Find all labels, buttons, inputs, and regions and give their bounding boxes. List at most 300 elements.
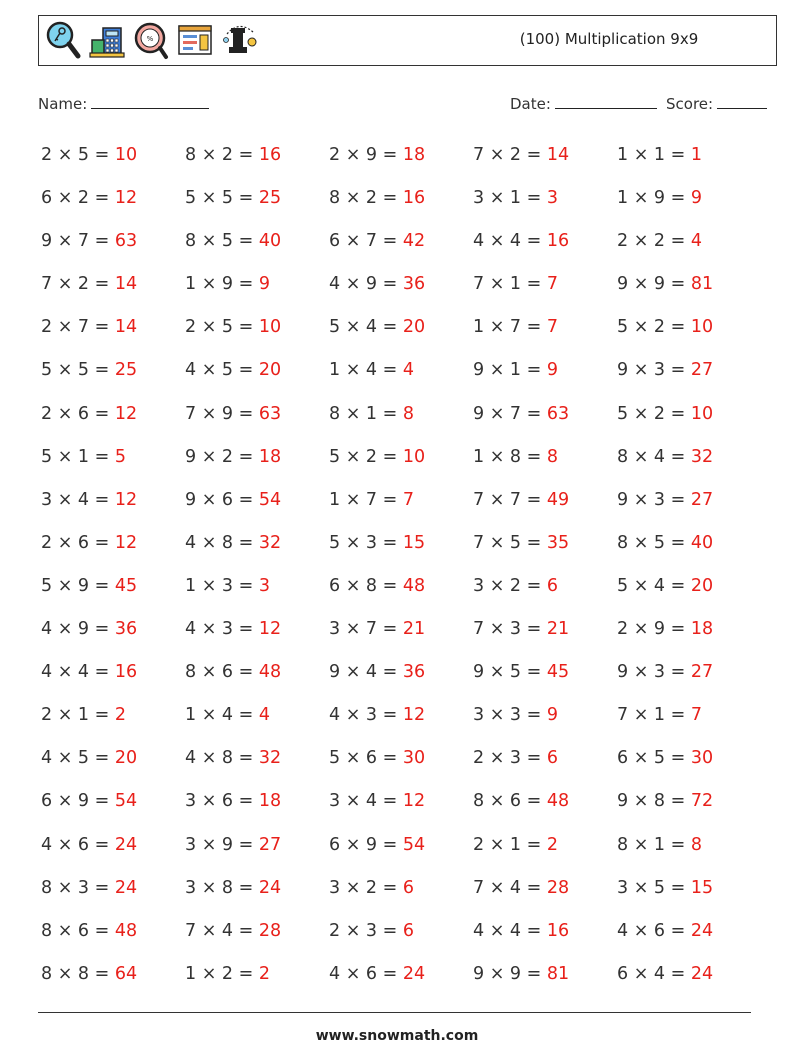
problem-expression: 5 × 5 =	[185, 188, 259, 209]
problem-expression: 5 × 5 =	[41, 360, 115, 381]
problem-item	[617, 745, 761, 788]
problem-expression: 9 × 1 =	[473, 360, 547, 381]
problem-item	[329, 875, 473, 918]
problem-answer: 54	[258, 489, 282, 510]
problem-answer: 20	[258, 360, 282, 381]
problem-item	[185, 616, 329, 659]
problem-expression: 3 × 4 =	[329, 791, 403, 812]
problem-answer: 48	[114, 920, 138, 941]
problem-expression: 8 × 2 =	[185, 145, 259, 165]
date-field[interactable]	[510, 94, 657, 113]
problem-row	[41, 228, 761, 271]
problem-expression: 8 × 3 =	[41, 877, 115, 898]
problem-answer: 32	[690, 446, 714, 467]
problem-row	[41, 401, 761, 444]
problem-answer: 6	[546, 748, 558, 769]
problem-expression: 2 × 6 =	[41, 532, 115, 553]
cash-register-icon	[89, 20, 125, 60]
problem-item	[329, 142, 473, 185]
problem-expression: 9 × 7 =	[41, 231, 115, 252]
problem-answer: 14	[114, 274, 138, 295]
problem-item	[41, 185, 185, 228]
problem-answer: 2	[546, 834, 558, 855]
problem-item	[329, 444, 473, 487]
problem-answer: 28	[258, 920, 282, 941]
problem-answer: 36	[402, 662, 426, 683]
problem-item	[41, 573, 185, 616]
problem-item	[41, 745, 185, 788]
problem-item	[473, 185, 617, 228]
problem-item	[473, 401, 617, 444]
score-label: Score:	[666, 95, 714, 113]
problem-row	[41, 616, 761, 659]
problem-item	[617, 487, 761, 530]
problem-answer: 12	[402, 791, 426, 812]
problem-expression: 2 × 5 =	[41, 145, 115, 165]
problem-expression: 3 × 8 =	[185, 877, 259, 898]
problem-answer: 1	[690, 145, 702, 165]
problem-expression: 8 × 6 =	[185, 662, 259, 683]
header-box	[38, 15, 777, 66]
problem-item	[41, 487, 185, 530]
problem-item	[185, 487, 329, 530]
problem-answer: 27	[258, 834, 282, 855]
problem-item	[185, 918, 329, 961]
problem-answer: 16	[546, 920, 570, 941]
problem-item	[41, 530, 185, 573]
problem-item	[617, 271, 761, 314]
problem-item	[473, 530, 617, 573]
problem-expression: 1 × 9 =	[617, 188, 691, 209]
name-field[interactable]	[38, 94, 209, 113]
problem-expression: 2 × 2 =	[617, 231, 691, 252]
problem-expression: 1 × 8 =	[473, 446, 547, 467]
problem-answer: 6	[402, 920, 414, 941]
problem-item	[473, 918, 617, 961]
problem-row	[41, 444, 761, 487]
problem-expression: 9 × 8 =	[617, 791, 691, 812]
problem-answer: 27	[690, 662, 714, 683]
problem-item	[473, 875, 617, 918]
magnifier-key-icon	[45, 20, 81, 60]
problem-item	[41, 788, 185, 831]
problem-answer: 24	[402, 963, 426, 984]
problem-expression: 8 × 5 =	[185, 231, 259, 252]
problem-answer: 24	[114, 834, 138, 855]
problem-row	[41, 271, 761, 314]
problem-answer: 25	[114, 360, 138, 381]
problem-expression: 1 × 7 =	[473, 317, 547, 338]
problem-item	[617, 788, 761, 831]
problem-answer: 35	[546, 532, 570, 553]
problem-item	[329, 702, 473, 745]
problem-row	[41, 832, 761, 875]
problem-item	[185, 702, 329, 745]
problem-answer: 81	[690, 274, 714, 295]
problem-expression: 8 × 6 =	[41, 920, 115, 941]
problem-expression: 2 × 5 =	[185, 317, 259, 338]
problem-answer: 27	[690, 489, 714, 510]
problem-item	[329, 961, 473, 1004]
problem-item	[473, 487, 617, 530]
problem-expression: 3 × 1 =	[473, 188, 547, 209]
problem-item	[185, 271, 329, 314]
problem-row	[41, 961, 761, 1004]
problem-expression: 1 × 1 =	[617, 145, 691, 165]
problem-item	[473, 659, 617, 702]
problem-row	[41, 659, 761, 702]
problem-answer: 12	[402, 705, 426, 726]
problem-answer: 6	[402, 877, 414, 898]
problem-expression: 9 × 9 =	[617, 274, 691, 295]
problem-answer: 18	[258, 791, 282, 812]
problem-item	[473, 616, 617, 659]
problem-expression: 1 × 3 =	[185, 575, 259, 596]
problem-answer: 63	[258, 403, 282, 424]
document-chart-icon	[177, 20, 213, 60]
problem-item	[617, 314, 761, 357]
problem-item	[185, 961, 329, 1004]
problem-expression: 5 × 2 =	[329, 446, 403, 467]
problem-item	[473, 961, 617, 1004]
problem-item	[41, 357, 185, 400]
problem-expression: 4 × 4 =	[41, 662, 115, 683]
problem-answer: 45	[114, 575, 138, 596]
problem-answer: 20	[690, 575, 714, 596]
problem-expression: 4 × 8 =	[185, 748, 259, 769]
problem-item	[617, 616, 761, 659]
problem-answer: 15	[690, 877, 714, 898]
problem-answer: 54	[402, 834, 426, 855]
problem-answer: 12	[114, 489, 138, 510]
problem-row	[41, 875, 761, 918]
problem-expression: 8 × 1 =	[329, 403, 403, 424]
problem-expression: 9 × 6 =	[185, 489, 259, 510]
problem-expression: 5 × 2 =	[617, 403, 691, 424]
problem-answer: 4	[690, 231, 702, 252]
problem-item	[41, 832, 185, 875]
problem-expression: 4 × 4 =	[473, 231, 547, 252]
problem-expression: 4 × 9 =	[41, 619, 115, 640]
problem-expression: 4 × 6 =	[41, 834, 115, 855]
problem-expression: 9 × 5 =	[473, 662, 547, 683]
problem-item	[185, 530, 329, 573]
problem-answer: 10	[402, 446, 426, 467]
problem-answer: 8	[546, 446, 558, 467]
problem-answer: 3	[258, 575, 270, 596]
problem-item	[329, 745, 473, 788]
problem-answer: 9	[690, 188, 702, 209]
problem-item	[617, 530, 761, 573]
problem-item	[617, 357, 761, 400]
problem-item	[473, 357, 617, 400]
problem-answer: 24	[690, 920, 714, 941]
problem-answer: 45	[546, 662, 570, 683]
problem-answer: 16	[114, 662, 138, 683]
problem-expression: 4 × 9 =	[329, 274, 403, 295]
problem-item	[473, 228, 617, 271]
problem-item	[41, 142, 185, 185]
problem-expression: 1 × 4 =	[185, 705, 259, 726]
problem-item	[329, 918, 473, 961]
problem-answer: 30	[690, 748, 714, 769]
problem-expression: 2 × 1 =	[473, 834, 547, 855]
problem-expression: 2 × 9 =	[617, 619, 691, 640]
problem-item	[617, 961, 761, 1004]
problem-item	[329, 573, 473, 616]
problem-answer: 27	[690, 360, 714, 381]
problem-item	[329, 271, 473, 314]
problem-answer: 7	[690, 705, 702, 726]
problem-item	[473, 788, 617, 831]
problem-expression: 9 × 3 =	[617, 360, 691, 381]
problem-item	[617, 702, 761, 745]
problem-answer: 4	[258, 705, 270, 726]
problem-expression: 7 × 2 =	[473, 145, 547, 165]
problem-item	[41, 918, 185, 961]
problem-answer: 14	[114, 317, 138, 338]
problem-expression: 7 × 2 =	[41, 274, 115, 295]
problem-expression: 2 × 1 =	[41, 705, 115, 726]
problem-expression: 5 × 6 =	[329, 748, 403, 769]
problem-item	[185, 142, 329, 185]
problem-expression: 5 × 1 =	[41, 446, 115, 467]
problem-answer: 7	[546, 317, 558, 338]
problem-answer: 48	[402, 575, 426, 596]
problem-item	[329, 788, 473, 831]
problem-answer: 48	[258, 662, 282, 683]
problem-item	[617, 185, 761, 228]
problem-answer: 3	[546, 188, 558, 209]
problem-expression: 6 × 5 =	[617, 748, 691, 769]
problem-answer: 32	[258, 532, 282, 553]
problem-answer: 12	[258, 619, 282, 640]
problem-expression: 5 × 4 =	[617, 575, 691, 596]
footer-divider	[38, 1012, 751, 1013]
problem-item	[617, 659, 761, 702]
problem-expression: 9 × 2 =	[185, 446, 259, 467]
problem-expression: 4 × 3 =	[185, 619, 259, 640]
date-label: Date:	[510, 95, 551, 113]
problem-expression: 2 × 9 =	[329, 145, 403, 165]
problem-answer: 4	[402, 360, 414, 381]
problem-item	[41, 875, 185, 918]
problem-expression: 1 × 7 =	[329, 489, 403, 510]
problem-answer: 63	[546, 403, 570, 424]
problem-item	[473, 314, 617, 357]
problem-item	[329, 659, 473, 702]
problem-expression: 3 × 3 =	[473, 705, 547, 726]
problem-expression: 4 × 8 =	[185, 532, 259, 553]
problem-expression: 6 × 2 =	[41, 188, 115, 209]
problem-item	[617, 401, 761, 444]
problem-expression: 8 × 1 =	[617, 834, 691, 855]
problem-answer: 42	[402, 231, 426, 252]
problem-answer: 28	[546, 877, 570, 898]
problem-expression: 7 × 9 =	[185, 403, 259, 424]
problem-item	[185, 185, 329, 228]
name-label: Name:	[38, 95, 88, 113]
problem-answer: 15	[402, 532, 426, 553]
problem-expression: 3 × 2 =	[329, 877, 403, 898]
problem-expression: 7 × 3 =	[473, 619, 547, 640]
problem-item	[329, 314, 473, 357]
problem-expression: 8 × 6 =	[473, 791, 547, 812]
problem-row	[41, 573, 761, 616]
problem-answer: 40	[258, 231, 282, 252]
problem-answer: 18	[258, 446, 282, 467]
problem-item	[185, 573, 329, 616]
problem-expression: 9 × 7 =	[473, 403, 547, 424]
problem-item	[473, 745, 617, 788]
problem-expression: 8 × 8 =	[41, 963, 115, 984]
problem-expression: 2 × 7 =	[41, 317, 115, 338]
problem-item	[329, 530, 473, 573]
problem-item	[41, 659, 185, 702]
problem-item	[41, 271, 185, 314]
problem-answer: 7	[546, 274, 558, 295]
problem-expression: 4 × 6 =	[329, 963, 403, 984]
problem-answer: 16	[258, 145, 282, 165]
problem-answer: 30	[402, 748, 426, 769]
problem-expression: 8 × 2 =	[329, 188, 403, 209]
problem-answer: 49	[546, 489, 570, 510]
problem-item	[617, 573, 761, 616]
problem-item	[473, 271, 617, 314]
problem-answer: 24	[258, 877, 282, 898]
problem-expression: 2 × 3 =	[473, 748, 547, 769]
problem-expression: 7 × 1 =	[473, 274, 547, 295]
problem-expression: 7 × 1 =	[617, 705, 691, 726]
problem-answer: 81	[546, 963, 570, 984]
svg-text:%: %	[146, 35, 154, 43]
problem-item	[473, 573, 617, 616]
name-line	[91, 94, 209, 109]
problem-expression: 4 × 3 =	[329, 705, 403, 726]
problem-row	[41, 314, 761, 357]
problem-expression: 7 × 7 =	[473, 489, 547, 510]
problem-answer: 10	[258, 317, 282, 338]
problem-answer: 16	[546, 231, 570, 252]
problem-expression: 6 × 9 =	[41, 791, 115, 812]
problem-expression: 1 × 4 =	[329, 360, 403, 381]
problem-item	[617, 875, 761, 918]
problem-item	[185, 875, 329, 918]
problem-answer: 32	[258, 748, 282, 769]
problem-answer: 48	[546, 791, 570, 812]
problem-item	[185, 745, 329, 788]
problem-item	[41, 961, 185, 1004]
problem-expression: 9 × 3 =	[617, 662, 691, 683]
problem-item	[185, 788, 329, 831]
problem-answer: 72	[690, 791, 714, 812]
problem-expression: 5 × 3 =	[329, 532, 403, 553]
problem-item	[617, 832, 761, 875]
problem-item	[617, 918, 761, 961]
problem-expression: 7 × 4 =	[185, 920, 259, 941]
problem-expression: 5 × 2 =	[617, 317, 691, 338]
problem-item	[329, 401, 473, 444]
problem-row	[41, 530, 761, 573]
problem-answer: 21	[546, 619, 570, 640]
problem-answer: 6	[546, 575, 558, 596]
problem-item	[473, 702, 617, 745]
problem-answer: 21	[402, 619, 426, 640]
problem-item	[329, 832, 473, 875]
problem-item	[473, 832, 617, 875]
score-field[interactable]	[666, 94, 767, 113]
problem-expression: 3 × 5 =	[617, 877, 691, 898]
problem-row	[41, 185, 761, 228]
problem-expression: 4 × 5 =	[185, 360, 259, 381]
problem-expression: 8 × 5 =	[617, 532, 691, 553]
problem-item	[185, 357, 329, 400]
problem-item	[185, 401, 329, 444]
problem-answer: 12	[114, 188, 138, 209]
problem-item	[329, 487, 473, 530]
problem-item	[473, 142, 617, 185]
problem-expression: 3 × 6 =	[185, 791, 259, 812]
problem-row	[41, 788, 761, 831]
worksheet-title: (100) Multiplication 9x9	[519, 30, 699, 48]
problem-expression: 7 × 4 =	[473, 877, 547, 898]
problem-item	[185, 228, 329, 271]
problem-answer: 5	[114, 446, 126, 467]
problem-item	[329, 185, 473, 228]
problem-answer: 24	[690, 963, 714, 984]
problem-item	[185, 444, 329, 487]
problem-expression: 4 × 6 =	[617, 920, 691, 941]
problem-item	[329, 228, 473, 271]
problem-answer: 64	[114, 963, 138, 984]
problem-answer: 18	[690, 619, 714, 640]
problem-item	[329, 616, 473, 659]
problem-answer: 12	[114, 403, 138, 424]
problem-answer: 54	[114, 791, 138, 812]
problem-expression: 7 × 5 =	[473, 532, 547, 553]
problem-item	[41, 401, 185, 444]
problem-answer: 2	[114, 705, 126, 726]
problem-expression: 2 × 6 =	[41, 403, 115, 424]
problem-answer: 9	[546, 705, 558, 726]
problem-answer: 10	[114, 145, 138, 165]
problem-item	[617, 142, 761, 185]
header-icons	[45, 20, 257, 60]
problem-answer: 24	[114, 877, 138, 898]
problem-answer: 8	[690, 834, 702, 855]
problem-item	[41, 444, 185, 487]
problem-answer: 14	[546, 145, 570, 165]
score-line	[717, 94, 767, 109]
problem-item	[41, 702, 185, 745]
problem-answer: 18	[402, 145, 426, 165]
problem-expression: 5 × 9 =	[41, 575, 115, 596]
problem-item	[41, 228, 185, 271]
problem-expression: 1 × 2 =	[185, 963, 259, 984]
problem-answer: 10	[690, 403, 714, 424]
problem-row	[41, 918, 761, 961]
problem-answer: 40	[690, 532, 714, 553]
problem-row	[41, 745, 761, 788]
problem-answer: 16	[402, 188, 426, 209]
problem-expression: 9 × 4 =	[329, 662, 403, 683]
problem-expression: 3 × 4 =	[41, 489, 115, 510]
problem-expression: 6 × 4 =	[617, 963, 691, 984]
problem-item	[185, 314, 329, 357]
chess-rook-icon	[221, 20, 257, 60]
problem-expression: 3 × 7 =	[329, 619, 403, 640]
problem-answer: 25	[258, 188, 282, 209]
